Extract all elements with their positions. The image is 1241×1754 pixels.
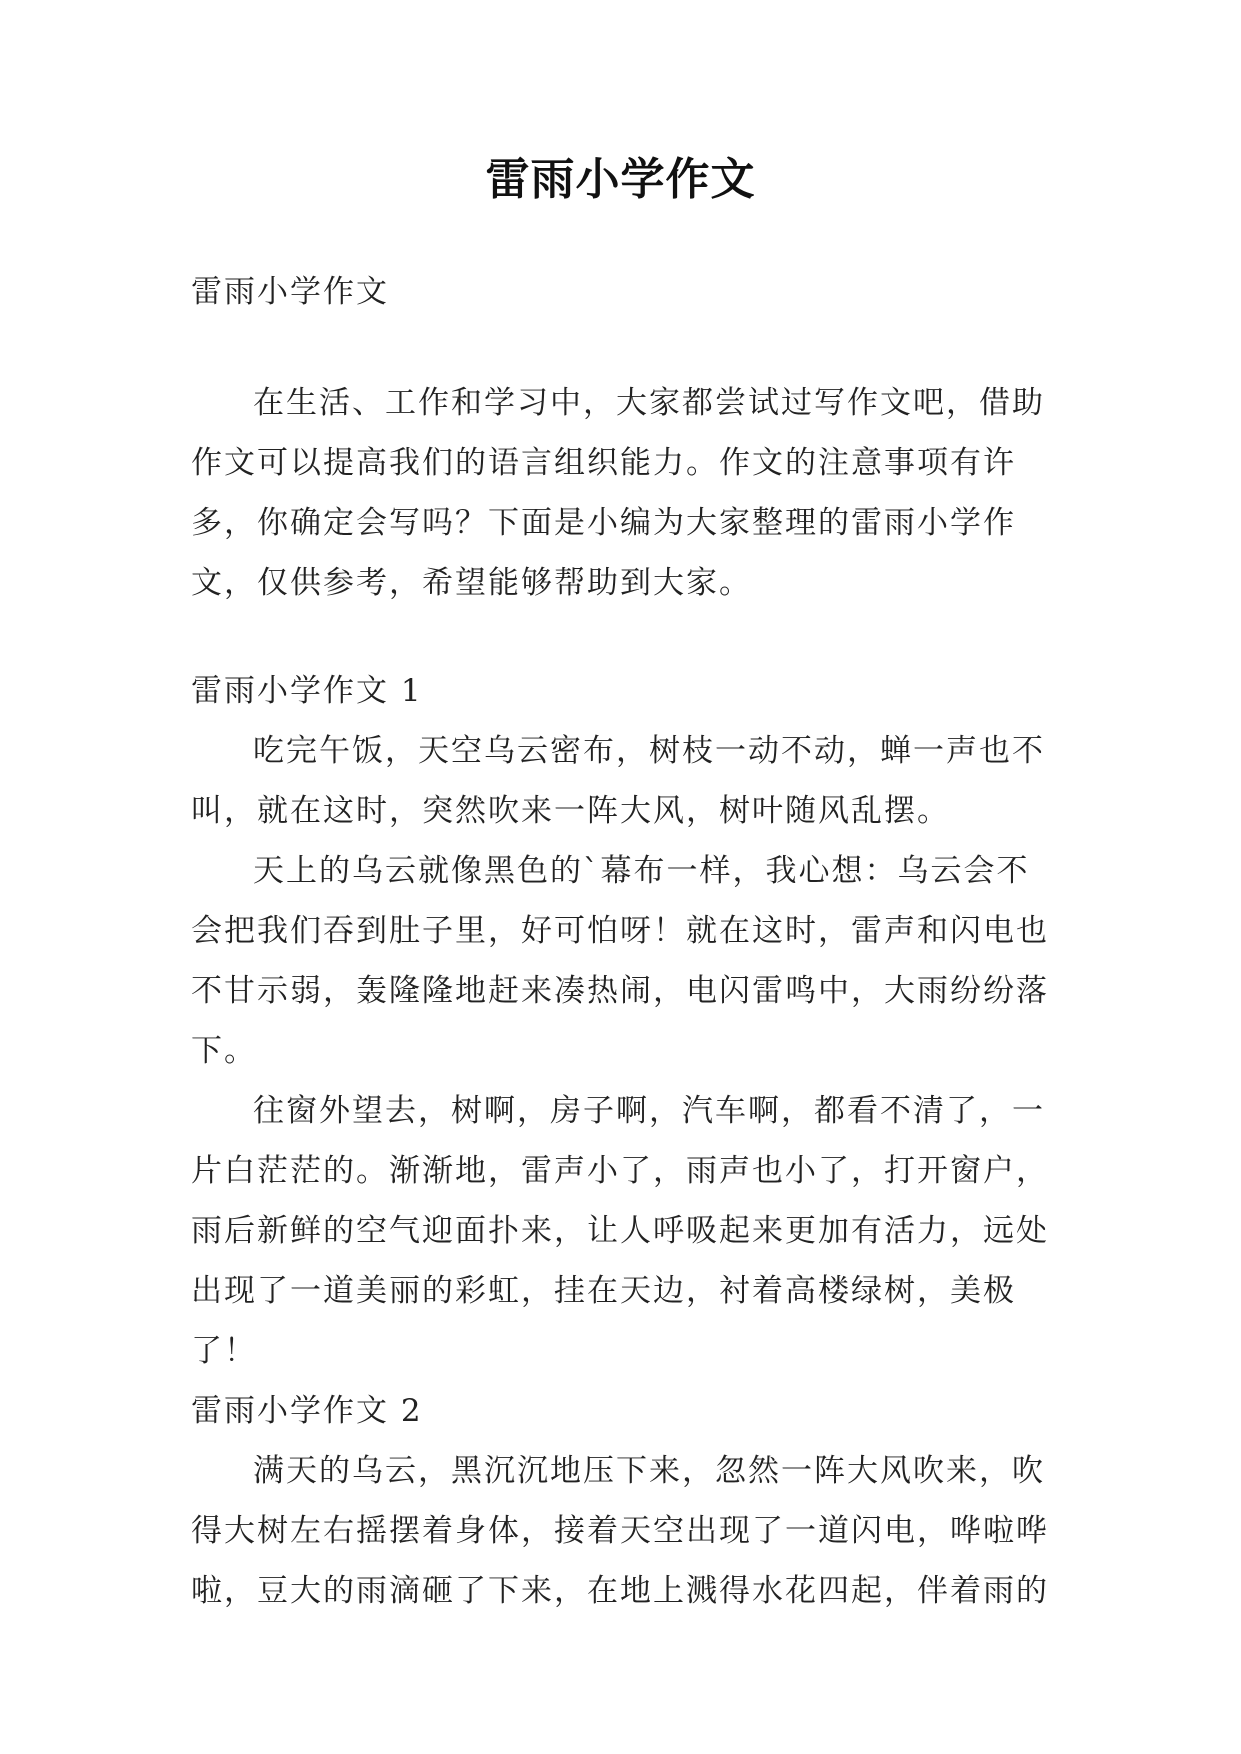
document-subtitle: 雷雨小学作文	[191, 274, 389, 310]
essay-1-heading: 雷雨小学作文 1	[191, 673, 423, 709]
essay-1-paragraph-1: 吃完午饭，天空乌云密布，树枝一动不动，蝉一声也不叫，就在这时，突然吹来一阵大风，树叶随风乱摆。	[191, 733, 1045, 829]
essay-1-paragraph-2: 天上的乌云就像黑色的`幕布一样，我心想：乌云会不会把我们吞到肚子里，好可怕呀！就在这时，雷声和闪电也不甘示弱，轰隆隆地赶来凑热闹，电闪雷鸣中，大雨纷纷落下。	[191, 853, 1049, 1069]
essay-2-paragraph-1: 满天的乌云，黑沉沉地压下来，忽然一阵大风吹来，吹得大树左右摇摆着身体，接着天空出现了一道闪电，哗啦哗啦，豆大的雨滴砸了下来，在地上溅得水花四起，伴着雨的	[191, 1453, 1049, 1609]
document-title: 雷雨小学作文	[485, 154, 756, 205]
spacer	[191, 322, 1051, 373]
document-body	[191, 262, 1051, 1621]
spacer	[191, 613, 1051, 661]
essay-2-heading: 雷雨小学作文 2	[191, 1393, 423, 1429]
essay-1-paragraph-3: 往窗外望去，树啊，房子啊，汽车啊，都看不清了，一片白茫茫的。渐渐地，雷声小了，雨声也小了，打开窗户，雨后新鲜的空气迎面扑来，让人呼吸起来更加有活力，远处出现了一道美丽的彩虹，挂在天边，衬着高楼绿树，美极了！	[191, 1093, 1049, 1369]
intro-paragraph: 在生活、工作和学习中，大家都尝试过写作文吧，借助作文可以提高我们的语言组织能力。作文的注意事项有许多，你确定会写吗？下面是小编为大家整理的雷雨小学作文，仅供参考，希望能够帮助到大家。	[191, 385, 1045, 601]
